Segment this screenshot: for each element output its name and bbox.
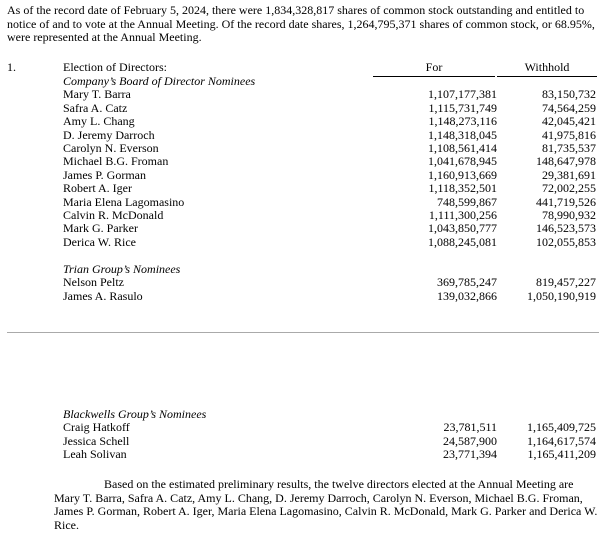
nominee-name: Calvin R. McDonald — [63, 208, 164, 222]
table-row — [0, 169, 608, 182]
votes-for: 23,781,511 — [443, 420, 497, 435]
table-row — [0, 421, 608, 434]
nominee-name: Jessica Schell — [63, 433, 130, 448]
votes-withhold: 81,735,537 — [542, 141, 596, 155]
votes-for: 1,160,913,669 — [428, 167, 497, 182]
table-row — [0, 435, 608, 448]
nominee-name: Mark G. Parker — [63, 221, 138, 236]
page-divider — [7, 332, 599, 333]
votes-withhold: 1,165,409,725 — [527, 420, 596, 435]
votes-for: 139,032,866 — [437, 288, 497, 303]
votes-withhold: 1,165,411,209 — [527, 447, 596, 462]
nominee-name: D. Jeremy Darroch — [63, 127, 155, 142]
votes-withhold: 72,002,255 — [542, 181, 596, 196]
votes-withhold: 29,381,691 — [542, 167, 596, 182]
votes-withhold: 146,523,573 — [536, 221, 596, 236]
votes-withhold: 78,990,932 — [542, 208, 596, 222]
nominee-name: Nelson Peltz — [63, 275, 124, 290]
votes-for: 1,111,300,256 — [428, 208, 497, 222]
table-row — [0, 102, 608, 115]
votes-withhold: 1,164,617,574 — [527, 433, 596, 448]
nominee-name: Safra A. Catz — [63, 100, 128, 115]
nominee-name: Carolyn N. Everson — [63, 141, 159, 155]
votes-for: 24,587,900 — [443, 433, 497, 448]
nominee-name: Maria Elena Lagomasino — [63, 194, 185, 209]
votes-for: 1,108,561,414 — [428, 141, 497, 155]
votes-for: 1,148,318,045 — [428, 127, 497, 142]
votes-for: 1,088,245,081 — [428, 234, 497, 249]
table-row — [0, 448, 608, 461]
votes-for: 23,771,394 — [443, 447, 497, 462]
nominee-group-label: Company’s Board of Director Nominees — [63, 74, 256, 88]
votes-withhold: 42,045,421 — [542, 114, 596, 129]
nominee-name: Amy L. Chang — [63, 114, 135, 129]
nominee-name: Derica W. Rice — [63, 234, 136, 249]
nominee-name: Mary T. Barra — [63, 87, 131, 102]
nominee-group-label: Blackwells Group’s Nominees — [63, 407, 207, 421]
nominee-name: Robert A. Iger — [63, 181, 132, 196]
votes-for: 369,785,247 — [437, 275, 497, 290]
votes-for: 1,148,273,116 — [428, 114, 497, 129]
votes-withhold: 83,150,732 — [542, 87, 596, 102]
votes-for: 1,043,850,777 — [428, 221, 497, 236]
table-row — [0, 236, 608, 249]
nominee-name: Michael B.G. Froman — [63, 154, 169, 169]
nominee-name: Leah Solivan — [63, 447, 127, 462]
votes-withhold: 74,564,259 — [542, 100, 596, 115]
nominee-name: James P. Gorman — [63, 167, 146, 182]
table-row — [0, 209, 608, 222]
table-row — [0, 88, 608, 101]
nominee-name: James A. Rasulo — [63, 288, 143, 303]
record-date-paragraph: As of the record date of February 5, 2024, there were 1,834,328,817 shares of common stock outstanding and entitled to notice of and to vote at the Annual Meeting. Of the record date shares, 1,264,795,371 shares of common stock, or 68.95%, were represented at the Annual Meeting. — [7, 3, 595, 44]
closing-paragraph: Based on the estimated preliminary results, the twelve directors elected at the Annual Meeting are Mary T. Barra, Safra A. Catz, Amy L. Chang, D. Jeremy Darroch, Carolyn N. Everson, Michael B.G. Froman, James P. Gorman, Robert A. Iger, Maria Elena Lagomasino, Calvin R. McDonald, Mark G. Parker and Derica W. Rice. — [54, 477, 598, 532]
votes-for: 1,118,352,501 — [428, 181, 497, 196]
column-header-for: For — [425, 60, 443, 74]
votes-for: 1,107,177,381 — [428, 87, 497, 102]
votes-withhold: 41,975,816 — [542, 127, 596, 142]
nominee-group-label: Trian Group’s Nominees — [63, 262, 181, 276]
votes-withhold: 819,457,227 — [536, 275, 596, 290]
votes-withhold: 102,055,853 — [536, 234, 596, 249]
table-row — [0, 222, 608, 235]
table-row — [0, 155, 608, 168]
column-rule-withhold — [497, 76, 597, 77]
section-title: Election of Directors: — [63, 60, 167, 74]
column-header-withhold: Withhold — [524, 60, 570, 74]
column-rule-for — [373, 76, 495, 77]
votes-for: 1,041,678,945 — [428, 154, 497, 169]
table-row — [0, 142, 608, 155]
votes-for: 1,115,731,749 — [428, 100, 497, 115]
table-row — [0, 115, 608, 128]
table-row — [0, 182, 608, 195]
table-row — [0, 276, 608, 289]
nominee-name: Craig Hatkoff — [63, 420, 130, 435]
votes-withhold: 148,647,978 — [536, 154, 596, 169]
table-row — [0, 290, 608, 303]
table-row — [0, 196, 608, 209]
item-number: 1. — [7, 60, 16, 74]
votes-for: 748,599,867 — [437, 194, 497, 209]
votes-withhold: 441,719,526 — [536, 194, 596, 209]
table-row — [0, 129, 608, 142]
votes-withhold: 1,050,190,919 — [527, 288, 596, 303]
